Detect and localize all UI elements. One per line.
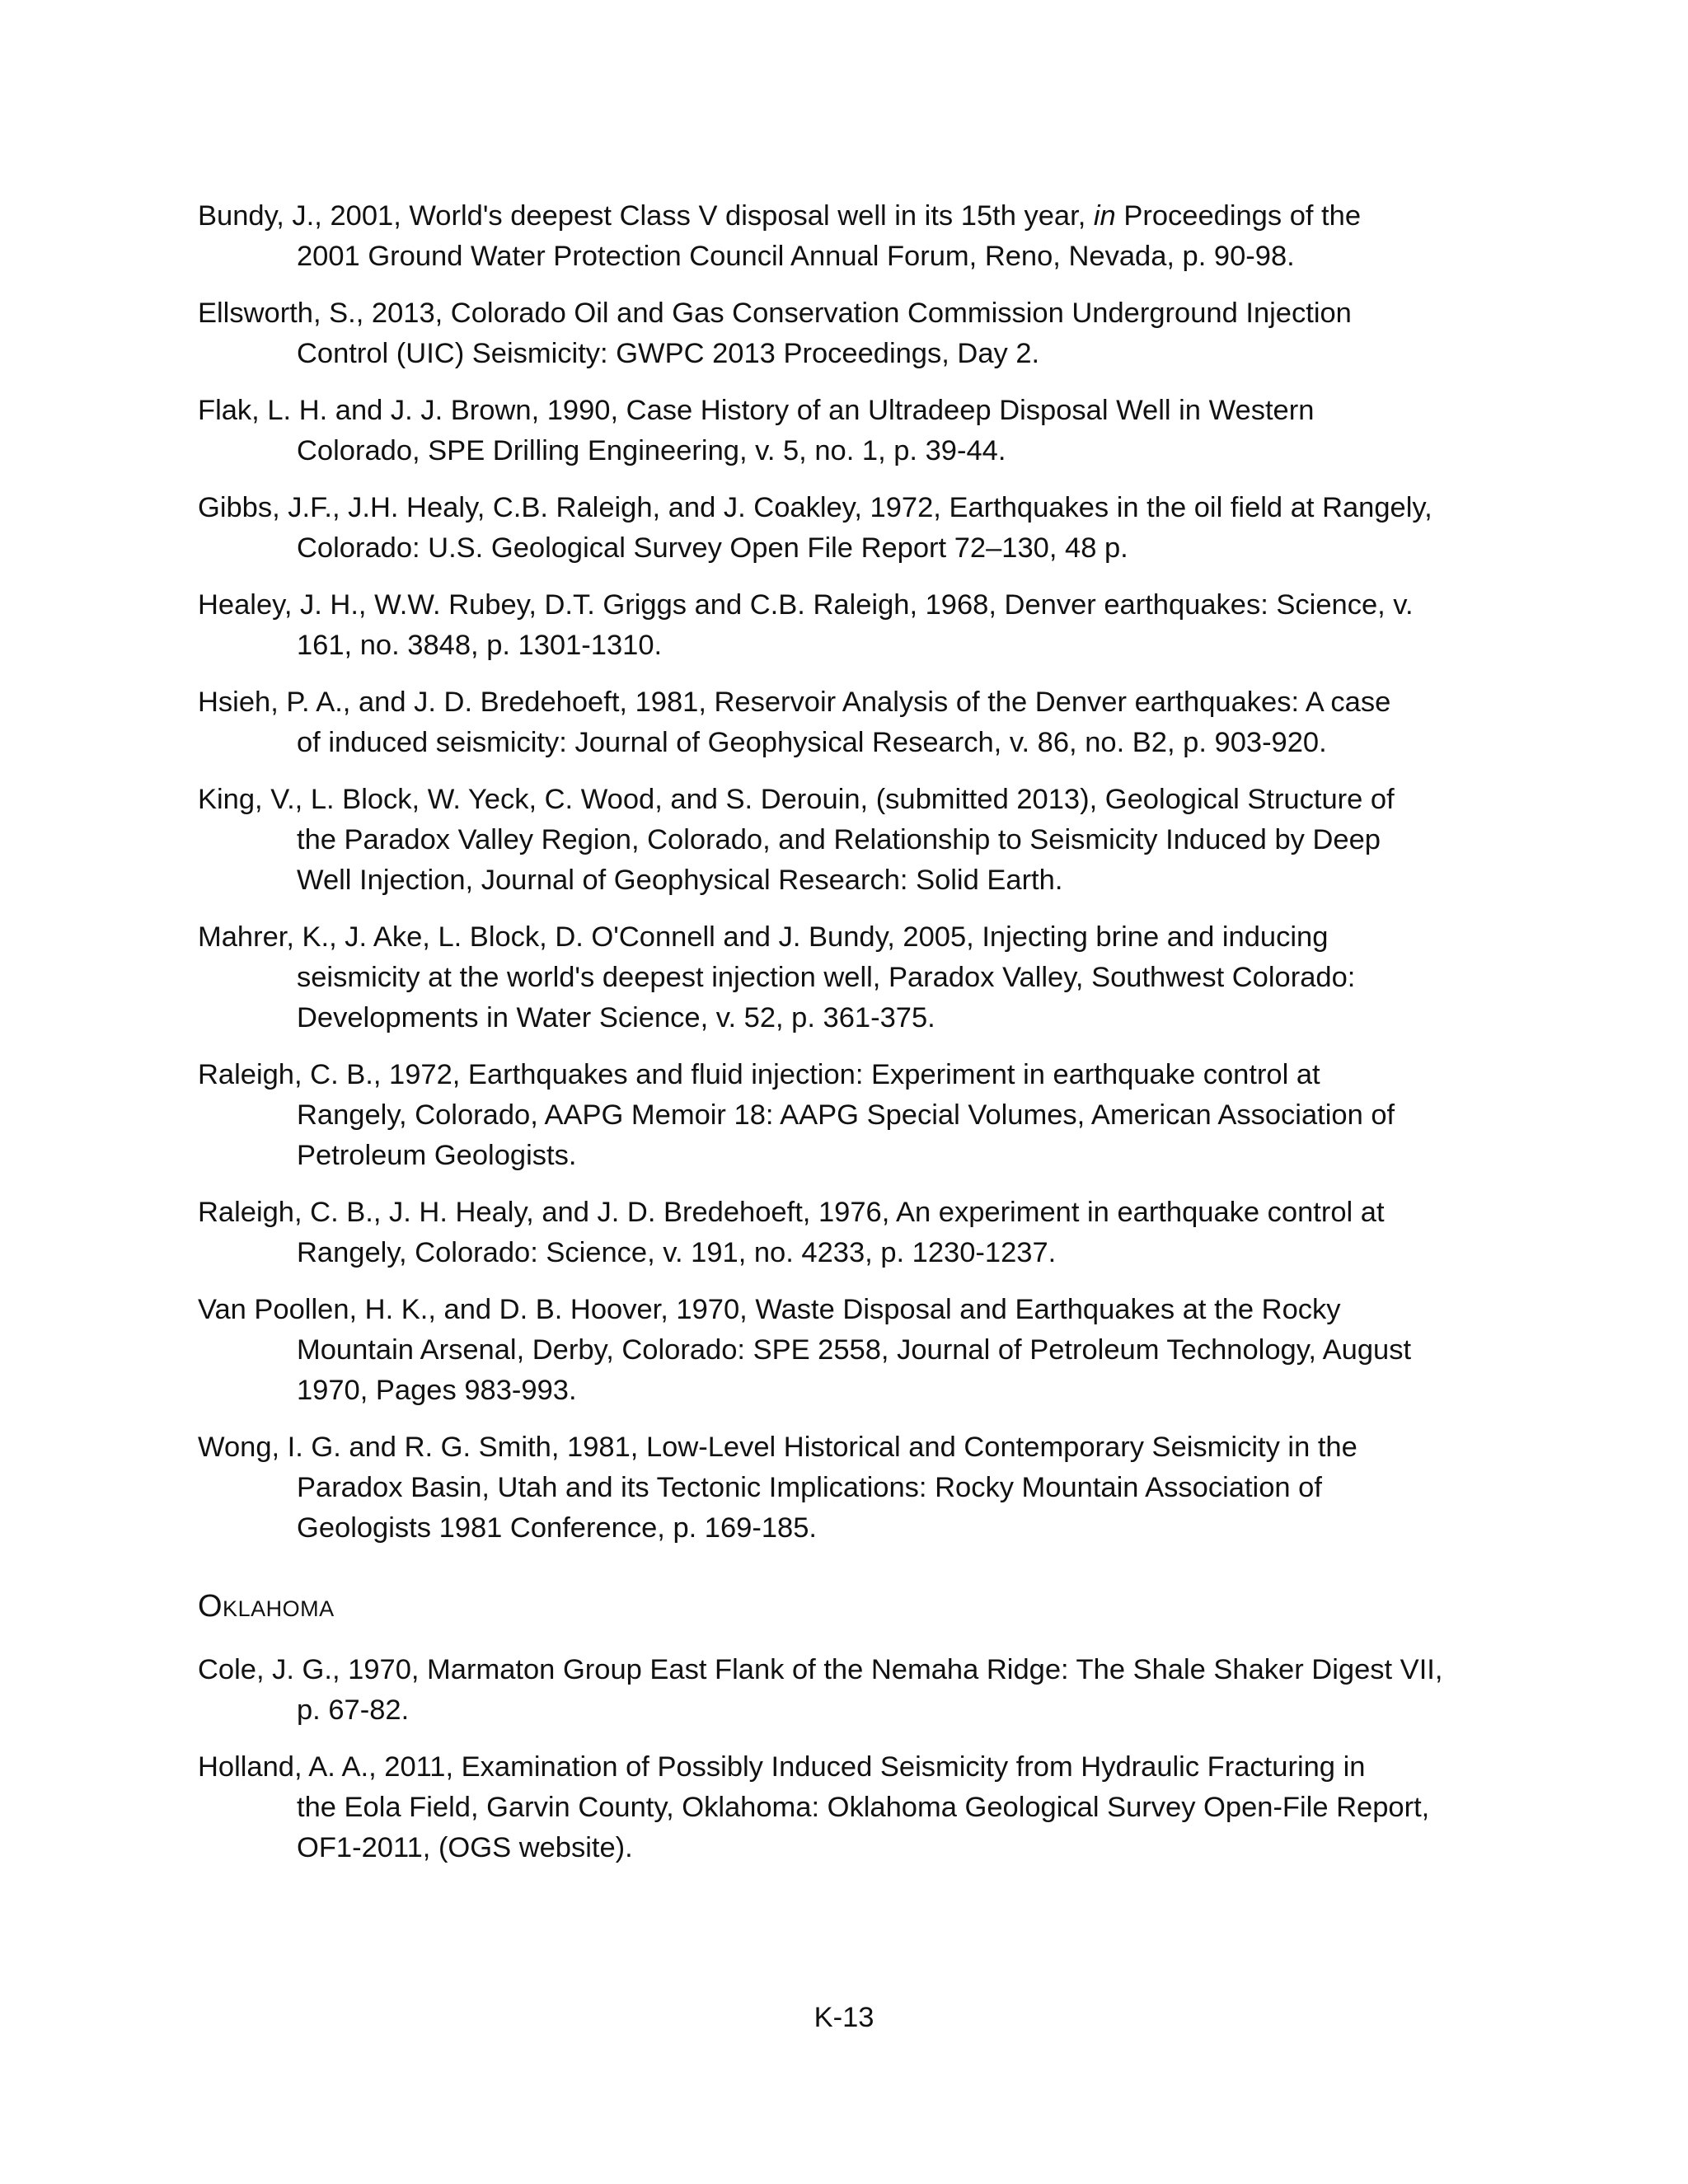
section-heading-oklahoma: Oklahoma <box>198 1589 335 1624</box>
reference-text: Healey, J. H., W.W. Rubey, D.T. Griggs and C.B. Raleigh, 1968, Denver earthquakes: Science, v. 161, no. 3848, p. 1301-1310. <box>198 589 1414 661</box>
reference-entry <box>198 682 1492 763</box>
reference-text: Flak, L. H. and J. J. Brown, 1990, Case History of an Ultradeep Disposal Well in Western Colorado, SPE Drilling Engineering, v. 5, no. 1, p. 39-44. <box>198 395 1315 466</box>
reference-entry <box>198 1055 1492 1176</box>
reference-entry <box>198 917 1492 1038</box>
reference-text: Hsieh, P. A., and J. D. Bredehoeft, 1981, Reservoir Analysis of the Denver earthquakes: A case of induced seismicity: Journal of Geophysical Research, v. 86, no. B2, p. 903-920. <box>198 687 1391 758</box>
reference-text: Gibbs, J.F., J.H. Healy, C.B. Raleigh, and J. Coakley, 1972, Earthquakes in the oil field at Rangely, Colorado: U.S. Geological Survey Open File Report 72–130, 48 p. <box>198 492 1432 564</box>
reference-text: King, V., L. Block, W. Yeck, C. Wood, and S. Derouin, (submitted 2013), Geological Structure of the Paradox Valley Region, Colorado, and Relationship to Seismicity Induced by Deep Well Injection, Journal of Geophysical Research: Solid Earth. <box>198 784 1395 896</box>
reference-entry <box>198 488 1492 569</box>
reference-entry <box>198 1427 1492 1549</box>
reference-entry <box>198 1650 1492 1731</box>
reference-entry <box>198 1747 1492 1868</box>
reference-entry <box>198 1193 1492 1273</box>
reference-text: Holland, A. A., 2011, Examination of Possibly Induced Seismicity from Hydraulic Fracturing in the Eola Field, Garvin County, Oklahoma: Oklahoma Geological Survey Open-File Report, OF1-2011, (OGS website). <box>198 1751 1430 1863</box>
reference-entry <box>198 585 1492 666</box>
reference-text: Raleigh, C. B., J. H. Healy, and J. D. Bredehoeft, 1976, An experiment in earthquake control at Rangely, Colorado: Science, v. 191, no. 4233, p. 1230-1237. <box>198 1197 1385 1268</box>
references-list <box>198 196 1492 1885</box>
reference-text: Proceedings of the 2001 Ground Water Protection Council Annual Forum, Reno, Nevada, p. 90-98. <box>297 200 1362 272</box>
reference-text: Bundy, J., 2001, World's deepest Class V disposal well in its 15th year, <box>198 200 1094 232</box>
reference-text: Van Poollen, H. K., and D. B. Hoover, 1970, Waste Disposal and Earthquakes at the Rocky Mountain Arsenal, Derby, Colorado: SPE 2558, Journal of Petroleum Technology, August 1970, Pages 983-993. <box>198 1294 1412 1406</box>
reference-entry <box>198 780 1492 901</box>
reference-text: Cole, J. G., 1970, Marmaton Group East Flank of the Nemaha Ridge: The Shale Shaker Digest VII, p. 67-82. <box>198 1654 1443 1726</box>
reference-text: Mahrer, K., J. Ake, L. Block, D. O'Connell and J. Bundy, 2005, Injecting brine and inducing seismicity at the world's deepest injection well, Paradox Valley, Southwest Colorado: Developments in Water Science, v. 52, p. 361-375. <box>198 921 1356 1033</box>
reference-text: Raleigh, C. B., 1972, Earthquakes and fluid injection: Experiment in earthquake control at Rangely, Colorado, AAPG Memoir 18: AAPG Special Volumes, American Association of Petroleum Geologists. <box>198 1059 1395 1171</box>
reference-italic-text: in <box>1093 200 1116 232</box>
reference-entry <box>198 391 1492 471</box>
reference-text: Ellsworth, S., 2013, Colorado Oil and Gas Conservation Commission Underground Injection Control (UIC) Seismicity: GWPC 2013 Proceedings, Day 2. <box>198 298 1352 369</box>
reference-entry <box>198 196 1492 277</box>
reference-text: Wong, I. G. and R. G. Smith, 1981, Low-Level Historical and Contemporary Seismicity in the Paradox Basin, Utah and its Tectonic Implications: Rocky Mountain Association of Geologists 1981 Conference, p. 169-185. <box>198 1432 1357 1544</box>
page-number: K-13 <box>814 2002 874 2033</box>
reference-entry <box>198 1290 1492 1411</box>
reference-entry <box>198 293 1492 374</box>
